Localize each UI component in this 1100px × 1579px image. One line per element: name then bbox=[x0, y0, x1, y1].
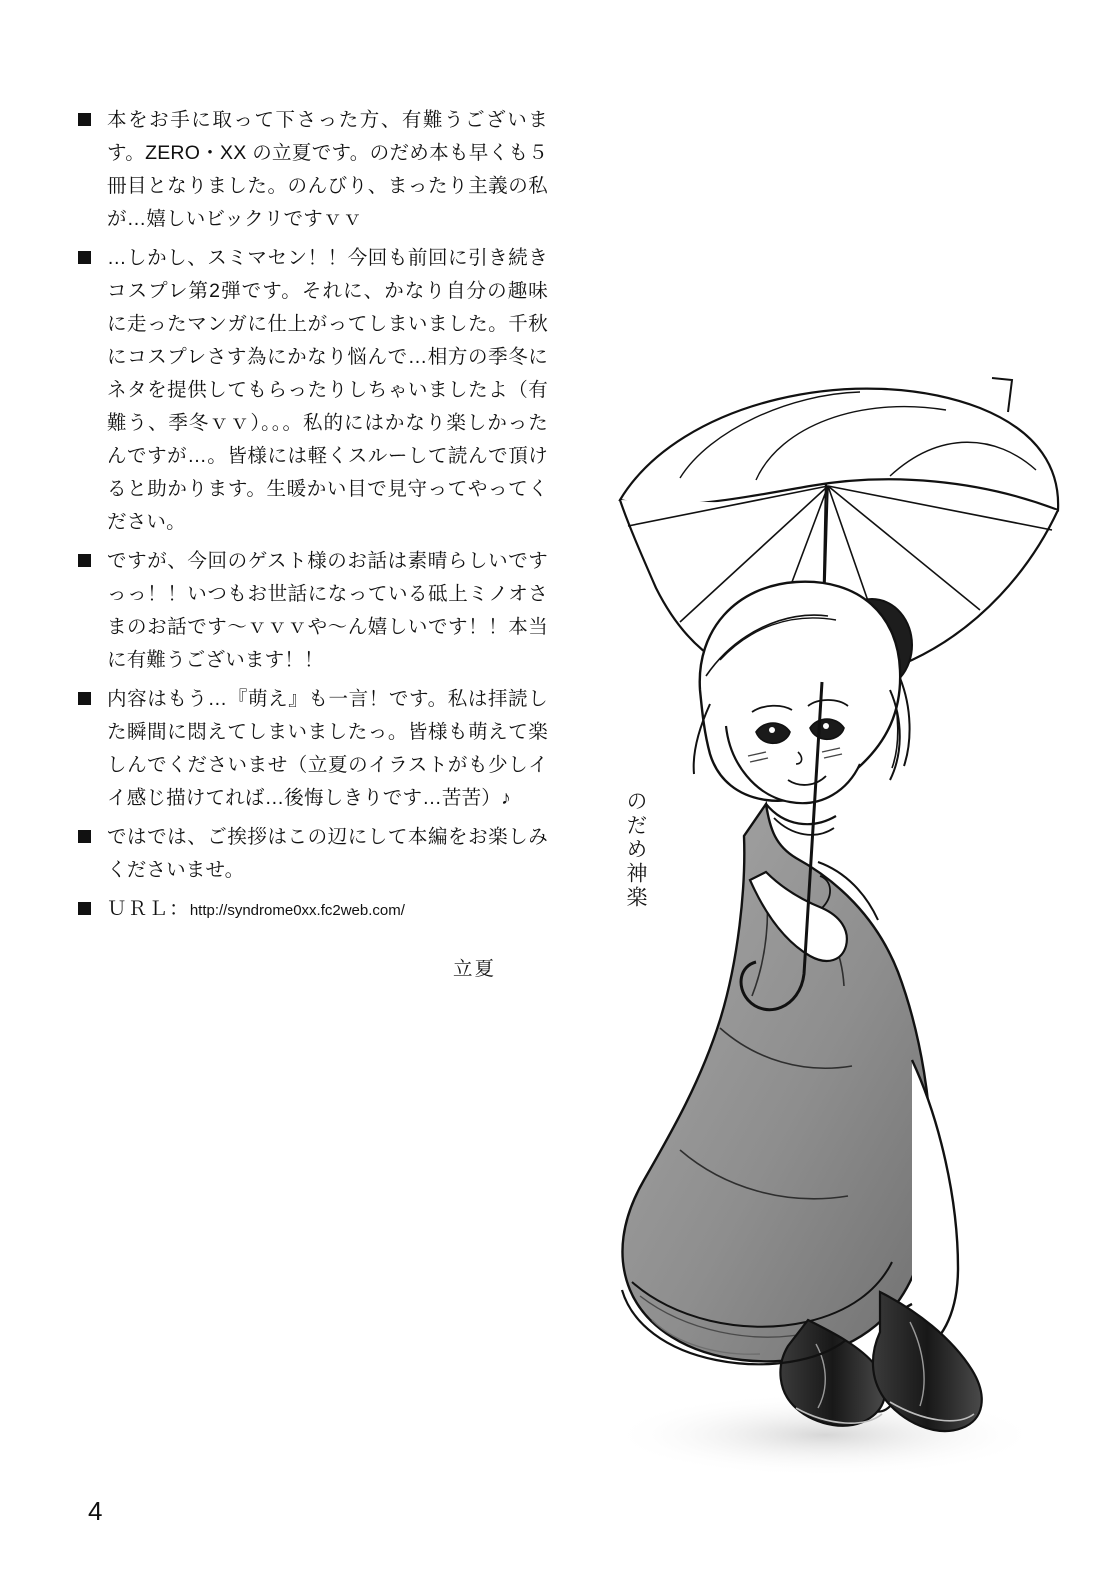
square-bullet-icon bbox=[78, 251, 91, 264]
afterword-item bbox=[78, 683, 548, 815]
afterword-block bbox=[78, 104, 548, 981]
square-bullet-icon bbox=[78, 692, 91, 705]
illustration-artwork bbox=[560, 360, 1080, 1500]
url-label: ＵＲＬ： bbox=[107, 898, 190, 920]
url-value[interactable]: http://syndrome0xx.fc2web.com/ bbox=[189, 902, 405, 919]
afterword-item bbox=[78, 821, 548, 887]
square-bullet-icon bbox=[78, 554, 91, 567]
afterword-paragraph: 本をお手に取って下さった方、有難うございます。ZERO・XX の立夏です。のだめ本も早くも５冊目となりました。のんびり、まったり主義の私が…嬉しいビックリですｖｖ bbox=[107, 109, 548, 230]
afterword-paragraph: …しかし、スミマセン！！今回も前回に引き続きコスプレ第2弾です。それに、かなり自分の趣味に走ったマンガに仕上がってしまいました。千秋にコスプレさす為にかなり悩んで…相方の季冬にネタを提供してもらったりしちゃいましたよ（有難う、季冬ｖｖ）。。。私的にはかなり楽しかったんですが…。皆様には軽くスルーして読んで頂けると助かります。生暖かい目で見守ってやってください。 bbox=[107, 247, 548, 533]
page-number: 4 bbox=[88, 1496, 103, 1526]
square-bullet-icon bbox=[78, 830, 91, 843]
character-head bbox=[694, 582, 900, 803]
afterword-paragraph: 内容はもう…『萌え』も一言！です。私は拝読した瞬間に悶えてしまいましたっ。皆様も萌えて楽しんでくださいませ（立夏のイラストがも少しイイ感じ描けてれば…後悔しきりです…苦苦）♪ bbox=[107, 688, 548, 809]
afterword-item bbox=[78, 545, 548, 677]
illustration-caption: のだめ神楽 bbox=[624, 790, 647, 910]
afterword-item bbox=[78, 242, 548, 539]
afterword-item bbox=[78, 104, 548, 236]
square-bullet-icon bbox=[78, 902, 91, 915]
afterword-paragraph: ですが、今回のゲスト様のお話は素晴らしいですっっ！！いつもお世話になっている砥上ミノオさまのお話です〜ｖｖｖや〜ん嬉しいです！！本当に有難うございます！！ bbox=[107, 550, 548, 671]
illustration-figure bbox=[560, 360, 1080, 1500]
afterword-paragraph: ではでは、ご挨拶はこの辺にして本編をお楽しみくださいませ。 bbox=[107, 826, 548, 881]
author-signature: 立夏 bbox=[452, 958, 496, 980]
url-row bbox=[107, 893, 548, 927]
square-bullet-icon bbox=[78, 113, 91, 126]
afterword-url-item bbox=[78, 893, 548, 927]
